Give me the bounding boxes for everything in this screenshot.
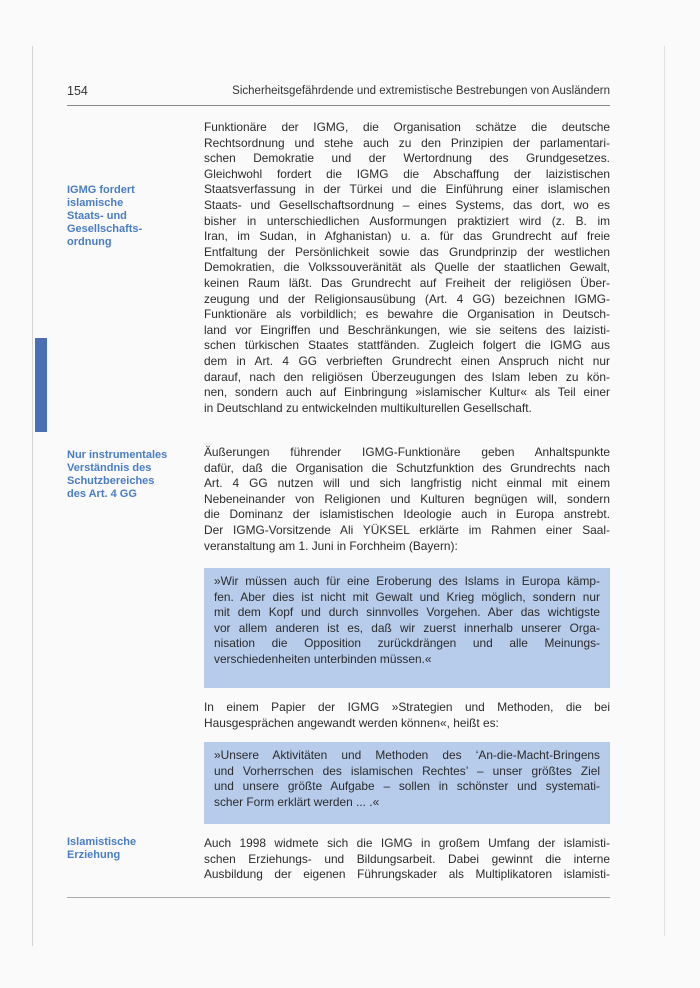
margin-note-line: des Art. 4 GG — [67, 488, 137, 500]
margin-note-line: ordnung — [67, 236, 112, 248]
quote-line: scher Form erklärt werden ... .« — [214, 794, 380, 809]
margin-note-erziehung — [67, 836, 187, 862]
text-line: Art. 4 GG nutzen will und sich langfristig nicht einmal mit einem — [204, 476, 610, 491]
margin-note-line: Erziehung — [67, 849, 121, 861]
page-edge-right — [664, 46, 665, 936]
quote-line: fen. Aber dies ist nicht mit Gewalt und Krieg möglich, sondern nur — [214, 589, 600, 604]
text-line: Staatsverfassung in der Türkei und die Einführung einer islamischen — [204, 182, 610, 197]
margin-note-line: Gesellschafts- — [67, 223, 143, 235]
paragraph-2 — [204, 445, 610, 554]
text-line: nen, sondern auch auf Einbringung »islamischer Kultur« als Teil einer — [204, 385, 610, 400]
text-line: schen Erziehungs- und Bildungsarbeit. Dabei gewinnt die interne — [204, 851, 610, 866]
margin-note-line: Schutzbereiches — [67, 475, 155, 487]
text-line: Auch 1998 widmete sich die IGMG in großem Umfang der islamisti- — [204, 836, 610, 850]
text-line: veranstaltung am 1. Juni in Forchheim (Bayern): — [204, 538, 458, 553]
paragraph-3 — [204, 700, 610, 731]
text-line: die Dominanz der islamistischen Ideologie auch in Europa anstrebt. — [204, 507, 610, 522]
text-line: Gleichwohl fordert die IGMG die Abschaffung der laizistischen — [204, 166, 610, 181]
text-line: Funktionäre der IGMG, die Organisation schätze die deutsche — [204, 120, 610, 134]
text-line: schen türkischen Staates stattfänden. Zugleich folgert die IGMG aus — [204, 338, 610, 353]
quote-box-strategien — [204, 742, 610, 824]
margin-note-line: Islamistische — [67, 836, 137, 848]
text-line: Entfaltung der Persönlichkeit sowie das Grundprinzip der westlichen — [204, 244, 610, 259]
quote-line: und unsere größte Aufgabe – sollen in schönster und systemati- — [214, 779, 600, 794]
text-line: Rechtsordnung und stehe auch zu den Prinzipien der parlamentari- — [204, 135, 610, 150]
quote-box-yuksel — [204, 568, 610, 688]
text-line: dafür, daß die Organisation die Schutzfunktion des Grundrechts nach — [204, 460, 610, 475]
text-line: in Deutschland zu entwickelnden multikulturellen Gesellschaft. — [204, 400, 532, 415]
quote-line: nisation die Opposition zurückdrängen und alle Meinungs- — [214, 636, 600, 651]
text-line: bisher in unterschiedlichen Ausformungen praktiziert wird (z. B. im — [204, 213, 610, 228]
text-line: land vor Eingriffen und Beschränkungen, wie sie seitens des laizisti- — [204, 322, 610, 337]
margin-note-line: Staats- und — [67, 210, 127, 222]
paragraph-1 — [204, 120, 610, 416]
quote-line: verschiedenheiten unterbinden müssen.« — [214, 651, 432, 666]
quote-line: »Wir müssen auch für eine Eroberung des Islams in Europa kämp- — [214, 574, 600, 588]
quote-line: »Unsere Aktivitäten und Methoden des ‘An-die-Macht-Bringens — [214, 748, 600, 762]
margin-note-line: Nur instrumentales — [67, 449, 168, 461]
text-line: dem in Art. 4 GG verbrieften Grundrecht einen Anspruch nicht nur — [204, 353, 610, 368]
text-line: Äußerungen führender IGMG-Funktionäre geben Anhaltspunkte — [204, 445, 610, 459]
page-edge — [32, 46, 33, 946]
quote-line: mit dem Kopf und durch sinnvolles Vorgehen. Aber das wichtigste — [214, 605, 600, 620]
text-line: zeugung und der Religionsausübung (Art. 4 GG) bezeichnen IGMG- — [204, 291, 610, 306]
text-line: Demokratien, die Volkssouveränität als Quelle der staatlichen Gewalt, — [204, 260, 610, 275]
text-line: darauf, nach den religiösen Überzeugungen des Islam leben zu kön- — [204, 369, 610, 384]
margin-note-line: islamische — [67, 197, 124, 209]
text-line: Nebeneinander von Religionen und Kulturen begnügen will, sondern — [204, 491, 610, 506]
text-line: Hausgesprächen angewandt werden können«, heißt es: — [204, 715, 499, 730]
margin-note-line: Verständnis des — [67, 462, 152, 474]
page-number: 154 — [67, 84, 88, 98]
text-line: keinen Raum läßt. Das Grundrecht auf Freiheit der religiösen Über- — [204, 275, 610, 290]
margin-note-line: IGMG fordert — [67, 184, 135, 196]
text-line: Der IGMG-Vorsitzende Ali YÜKSEL erklärte im Rahmen einer Saal- — [204, 522, 610, 537]
text-line: Staats- und Gesellschaftsordnung – eines Systems, das dort, wo es — [204, 197, 610, 212]
running-title: Sicherheitsgefährdende und extremistische Bestrebungen von Ausländern — [232, 85, 610, 97]
margin-note-igmg-ordnung — [67, 184, 187, 249]
paragraph-4 — [204, 836, 610, 883]
text-line: Funktionäre als vorbildlich; es bewahre die Organisation in Deutsch- — [204, 307, 610, 322]
text-line: Ausbildung der eigenen Führungskader als Multiplikatoren islamisti- — [204, 867, 610, 882]
chapter-accent-bar — [35, 338, 47, 432]
margin-note-art4 — [67, 449, 187, 501]
header-divider — [67, 105, 610, 106]
footer-divider — [67, 897, 610, 898]
text-line: schen Demokratie und der Wertordnung des Grundgesetzes. — [204, 151, 610, 166]
quote-line: vor allem anderen ist es, daß wir zuerst innerhalb unserer Orga- — [214, 620, 600, 635]
text-line: Iran, im Sudan, in Afghanistan) u. a. für das Grundrecht auf freie — [204, 229, 610, 244]
text-line: In einem Papier der IGMG »Strategien und Methoden, die bei — [204, 700, 610, 714]
page-header — [67, 84, 610, 106]
quote-line: und Vorherrschen des islamischen Rechtes’ – unser größtes Ziel — [214, 763, 600, 778]
